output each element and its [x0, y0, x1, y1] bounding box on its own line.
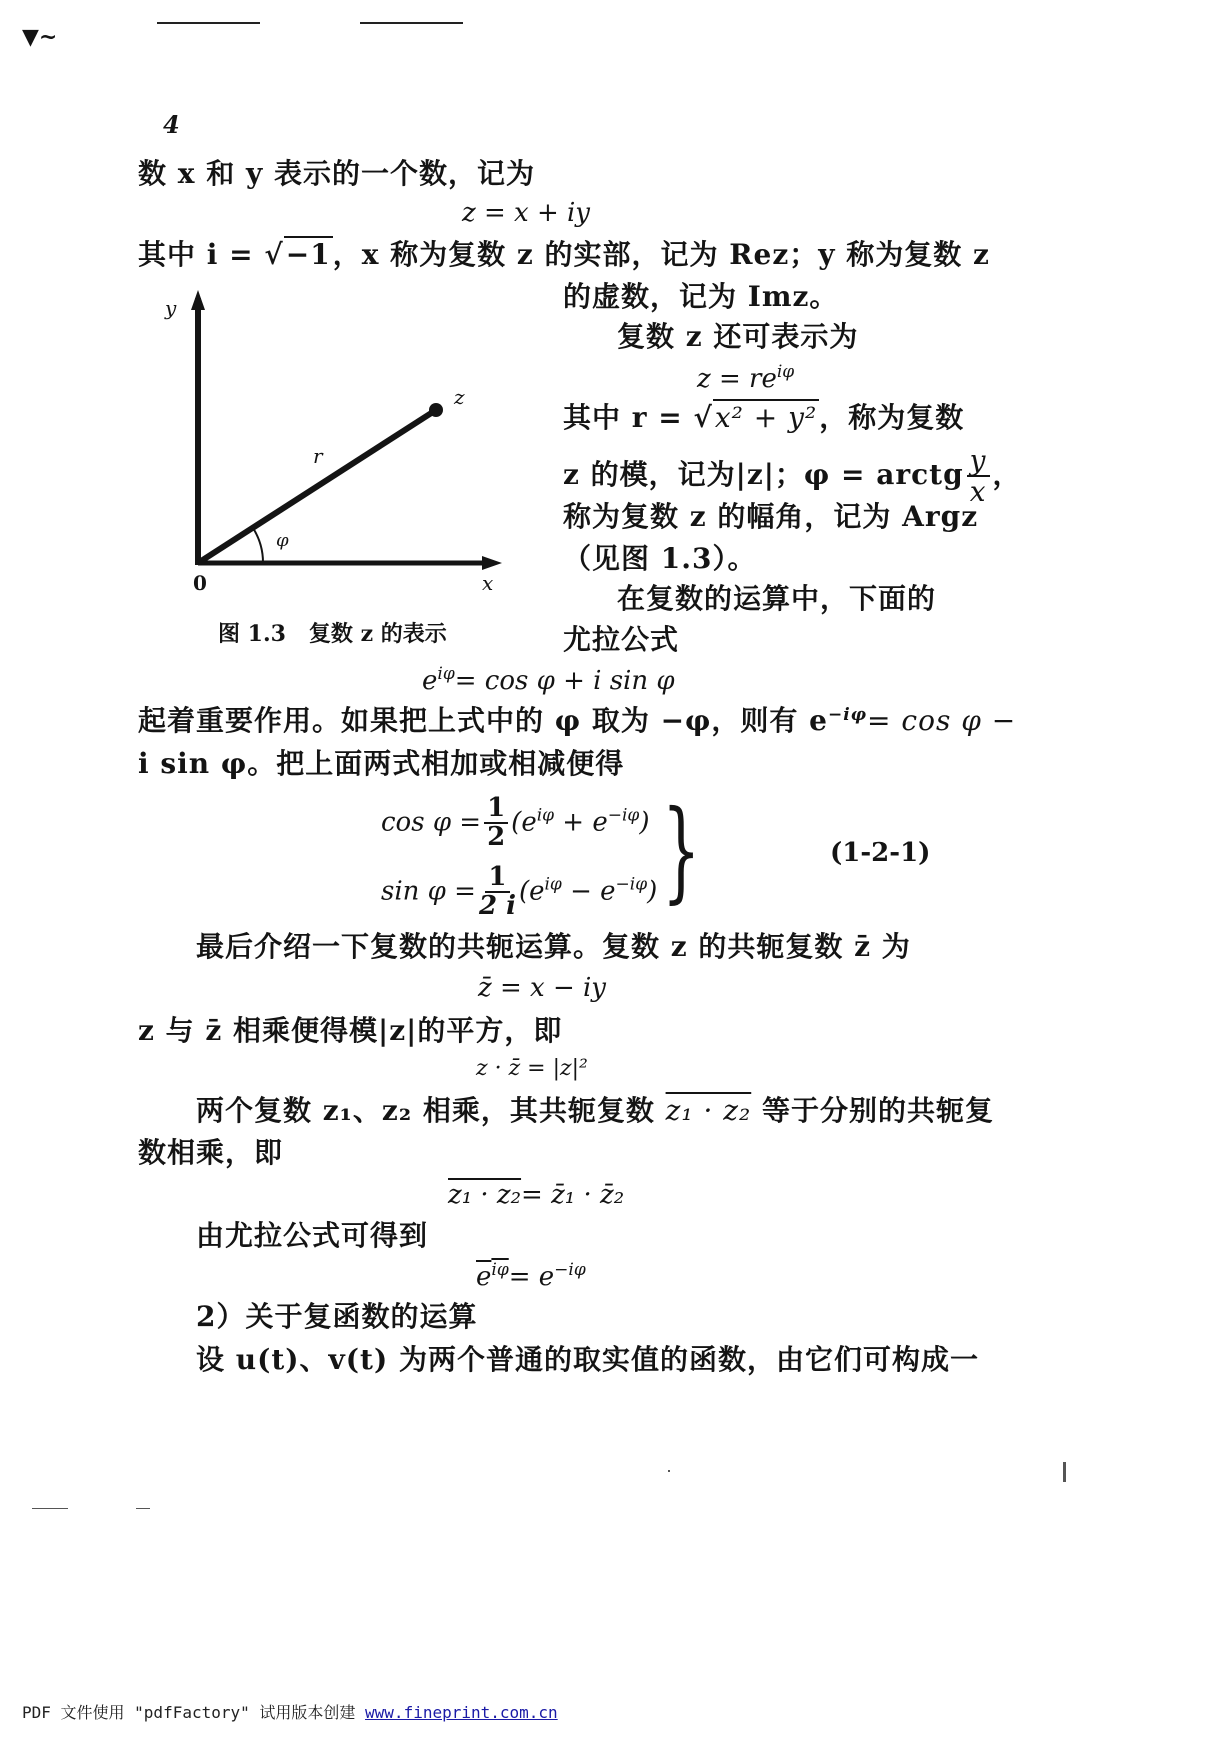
right-line-7: 在复数的运算中，下面的	[617, 582, 937, 615]
text-line-1: 数 x 和 y 表示的一个数，记为	[138, 157, 535, 190]
point-z	[429, 403, 443, 417]
arctg-numerator: y	[967, 446, 990, 477]
cos-fraction	[484, 795, 508, 852]
figure-caption: 图 1.3 复数 z 的表示	[218, 621, 447, 647]
fig-x-label: x	[482, 571, 494, 595]
euler-conj-rhs-exp: −iφ	[554, 1260, 586, 1280]
line-r4-part-a: z 的模，记为|z|；φ = arctg	[563, 457, 964, 491]
text-line-4: i sin φ。把上面两式相加或相减便得	[138, 747, 625, 780]
section-heading: 2）关于复函数的运算	[196, 1300, 478, 1333]
cos-denominator: 2	[487, 822, 506, 853]
equation-euler-conjugate	[476, 1262, 586, 1290]
line3-exponent: −iφ	[827, 705, 868, 725]
cos-rhs-exp2: −iφ	[607, 805, 640, 826]
right-line-6: （见图 1.3）。	[563, 542, 757, 575]
fig-point-label: z	[454, 385, 465, 409]
text-line-7	[196, 1094, 994, 1127]
equation-modulus-square: z · z̄ = |z|²	[476, 1056, 588, 1081]
right-brace: }	[662, 786, 701, 914]
footer-link[interactable]: www.fineprint.com.cn	[365, 1703, 558, 1722]
y-axis-arrow-icon	[191, 290, 205, 310]
sin-numerator: 1	[485, 864, 509, 893]
euler-rhs: = cos φ + i sin φ	[454, 666, 675, 696]
equation-product-conjugate	[448, 1182, 624, 1208]
modulus-vector	[198, 410, 436, 563]
euler-conj-base: e	[476, 1262, 492, 1292]
fig-y-label: y	[165, 296, 177, 320]
sqrt-radicand-2: x² + y²	[714, 401, 818, 434]
line7-overlined: z₁ · z₂	[665, 1094, 752, 1127]
right-line-2: 复数 z 还可表示为	[617, 320, 859, 353]
text-line-2	[138, 238, 990, 271]
sin-rhs-exp1: iφ	[544, 874, 562, 895]
arctg-denominator: x	[969, 475, 987, 509]
text-line-8: 数相乘，即	[138, 1136, 284, 1169]
polar-exponent: iφ	[776, 362, 795, 382]
sin-lhs: sin φ =	[381, 876, 476, 907]
header-rule-right	[360, 22, 463, 24]
right-line-4	[563, 446, 1022, 507]
text-line-3	[138, 704, 1017, 737]
line-r3-part-a: 其中 r =	[563, 401, 694, 434]
complex-plane-figure	[150, 280, 540, 600]
text-line-10: 设 u(t)、v(t) 为两个普通的取实值的函数，由它们可构成一	[196, 1343, 979, 1376]
sqrt-sign-2: √	[693, 401, 713, 434]
pdf-footer	[22, 1700, 558, 1723]
equation-z: z = x + iy	[462, 198, 590, 228]
euler-exponent: iφ	[437, 664, 455, 684]
euler-conj-exp: iφ	[491, 1260, 509, 1280]
line-r4-part-b: ，	[992, 457, 1022, 491]
equation-sin	[381, 864, 657, 921]
right-line-1: 的虚数，记为 Imz。	[563, 280, 839, 313]
sin-rhs-exp2: −iφ	[615, 874, 648, 895]
line-r3-part-b: ，称为复数	[819, 401, 965, 434]
arctg-fraction	[967, 446, 990, 507]
right-line-3	[563, 401, 965, 434]
euler-conj-rhs: = e	[508, 1262, 555, 1292]
sin-fraction	[479, 864, 516, 921]
sqrt-sign: √	[264, 238, 284, 271]
text-line-9: 由尤拉公式可得到	[196, 1219, 429, 1252]
equation-cos	[381, 795, 650, 852]
equation-polar	[697, 364, 794, 392]
fig-origin-label: 0	[193, 571, 207, 595]
text-line-5: 最后介绍一下复数的共轭运算。复数 z 的共轭复数 z̄ 为	[196, 930, 911, 963]
text-line-6: z 与 z̄ 相乘便得模|z|的平方，即	[138, 1014, 563, 1047]
cos-numerator: 1	[484, 795, 508, 824]
right-line-5: 称为复数 z 的幅角，记为 Argz	[563, 500, 979, 533]
line7-part-a: 两个复数 z₁、z₂ 相乘，其共轭复数	[196, 1094, 666, 1127]
equation-euler	[422, 666, 675, 694]
scan-speck	[32, 1508, 68, 1509]
line2-part-a: 其中 i =	[138, 238, 265, 271]
euler-conj-overlined	[476, 1262, 509, 1292]
footer-text: PDF 文件使用 "pdfFactory" 试用版本创建	[22, 1703, 366, 1722]
polar-base: z = re	[697, 364, 777, 394]
cos-rhs-exp1: iφ	[536, 805, 555, 826]
scan-speck	[136, 1508, 150, 1509]
line3-part-b: = cos φ −	[867, 704, 1017, 737]
cos-lhs: cos φ =	[381, 807, 482, 838]
cos-rhs-b: + e	[554, 807, 608, 838]
angle-arc	[253, 528, 263, 563]
right-line-8: 尤拉公式	[563, 623, 680, 656]
product-rhs: = z̄₁ · z̄₂	[521, 1180, 625, 1210]
euler-base: e	[422, 666, 438, 696]
equation-number: (1-2-1)	[830, 838, 931, 868]
line7-part-b: 等于分别的共轭复	[751, 1094, 994, 1127]
product-overlined: z₁ · z₂	[448, 1180, 522, 1210]
cos-rhs-a: (e	[511, 807, 537, 838]
scan-speck	[668, 1470, 670, 1472]
sqrt-radicand: −1	[285, 238, 331, 271]
fig-angle-label: φ	[276, 530, 289, 551]
cos-rhs-c: )	[639, 807, 650, 838]
sin-rhs-a: (e	[518, 876, 545, 907]
scan-speck	[1063, 1462, 1066, 1482]
sin-denominator: 2 i	[478, 891, 516, 922]
line2-part-b: ，x 称为复数 z 的实部，记为 Rez；y 称为复数 z	[332, 238, 990, 271]
header-rule-left	[157, 22, 260, 24]
x-axis-arrow-icon	[482, 556, 502, 570]
page-number: 4	[163, 110, 180, 139]
corner-mark: ▼~	[22, 24, 58, 50]
sin-rhs-b: − e	[561, 876, 616, 907]
fig-r-label: r	[313, 444, 323, 468]
sin-rhs-c: )	[647, 876, 658, 907]
line3-part-a: 起着重要作用。如果把上式中的 φ 取为 −φ，则有 e	[138, 704, 828, 737]
equation-conjugate: z̄ = x − iy	[478, 973, 606, 1003]
